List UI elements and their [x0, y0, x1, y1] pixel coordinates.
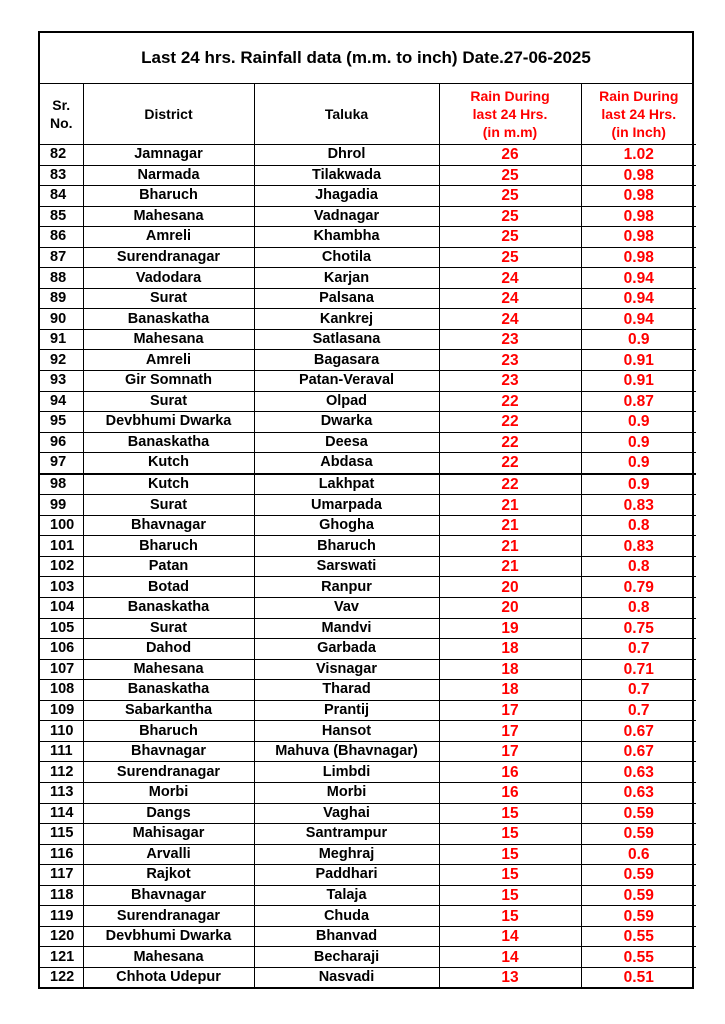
district-cell: Mahesana [83, 329, 254, 350]
sr-no-cell: 121 [40, 947, 83, 968]
district-cell: Kutch [83, 474, 254, 495]
taluka-cell: Vadnagar [254, 206, 439, 227]
rain-mm-cell: 24 [439, 268, 581, 289]
taluka-cell: Prantij [254, 700, 439, 721]
taluka-cell: Visnagar [254, 659, 439, 680]
rain-mm-cell: 15 [439, 803, 581, 824]
taluka-cell: Palsana [254, 288, 439, 309]
sr-no-cell: 89 [40, 288, 83, 309]
rain-mm-cell: 15 [439, 865, 581, 886]
rain-mm-cell: 13 [439, 967, 581, 987]
table-row [40, 762, 696, 783]
header-rain-inch-line1: Rain During [599, 88, 679, 104]
rain-inch-cell: 0.63 [581, 762, 696, 783]
district-cell: Patan [83, 556, 254, 577]
sr-no-cell: 84 [40, 186, 83, 207]
header-district: District [83, 84, 254, 145]
taluka-cell: Mahuva (Bhavnagar) [254, 741, 439, 762]
table-row [40, 803, 696, 824]
taluka-cell: Meghraj [254, 844, 439, 865]
taluka-cell: Mandvi [254, 618, 439, 639]
taluka-cell: Vaghai [254, 803, 439, 824]
district-cell: Bhavnagar [83, 741, 254, 762]
sr-no-cell: 101 [40, 536, 83, 557]
taluka-cell: Morbi [254, 782, 439, 803]
rain-mm-cell: 22 [439, 474, 581, 495]
sr-no-cell: 107 [40, 659, 83, 680]
rain-mm-cell: 23 [439, 371, 581, 392]
taluka-cell: Hansot [254, 721, 439, 742]
table-row [40, 495, 696, 516]
rainfall-report-sheet [38, 31, 694, 989]
rain-inch-cell: 0.9 [581, 453, 696, 474]
district-cell: Sabarkantha [83, 700, 254, 721]
district-cell: Vadodara [83, 268, 254, 289]
district-cell: Banaskatha [83, 432, 254, 453]
table-row [40, 906, 696, 927]
table-row [40, 741, 696, 762]
district-cell: Bharuch [83, 186, 254, 207]
table-row [40, 721, 696, 742]
table-row [40, 885, 696, 906]
rain-inch-cell: 0.6 [581, 844, 696, 865]
header-rain-mm-line1: Rain During [470, 88, 550, 104]
taluka-cell: Bhanvad [254, 926, 439, 947]
district-cell: Arvalli [83, 844, 254, 865]
rain-inch-cell: 1.02 [581, 145, 696, 166]
table-row [40, 824, 696, 845]
taluka-cell: Abdasa [254, 453, 439, 474]
taluka-cell: Garbada [254, 639, 439, 660]
header-taluka: Taluka [254, 84, 439, 145]
rainfall-table [40, 84, 696, 987]
sr-no-cell: 96 [40, 432, 83, 453]
table-row [40, 412, 696, 433]
taluka-cell: Olpad [254, 391, 439, 412]
taluka-cell: Talaja [254, 885, 439, 906]
rain-inch-cell: 0.91 [581, 371, 696, 392]
sr-no-cell: 85 [40, 206, 83, 227]
district-cell: Jamnagar [83, 145, 254, 166]
rain-inch-cell: 0.98 [581, 227, 696, 248]
rain-mm-cell: 21 [439, 495, 581, 516]
rain-mm-cell: 26 [439, 145, 581, 166]
district-cell: Narmada [83, 165, 254, 186]
header-rain-inch-line2: last 24 Hrs. [601, 106, 677, 122]
table-row [40, 329, 696, 350]
rain-inch-cell: 0.91 [581, 350, 696, 371]
taluka-cell: Limbdi [254, 762, 439, 783]
header-rain-mm-line3: (in m.m) [482, 124, 538, 140]
rain-inch-cell: 0.8 [581, 556, 696, 577]
taluka-cell: Nasvadi [254, 967, 439, 987]
sr-no-cell: 102 [40, 556, 83, 577]
rain-mm-cell: 16 [439, 762, 581, 783]
rain-inch-cell: 0.79 [581, 577, 696, 598]
rain-mm-cell: 14 [439, 926, 581, 947]
sr-no-cell: 83 [40, 165, 83, 186]
rain-mm-cell: 19 [439, 618, 581, 639]
sr-no-cell: 114 [40, 803, 83, 824]
taluka-cell: Ghogha [254, 515, 439, 536]
sr-no-cell: 122 [40, 967, 83, 987]
table-row [40, 227, 696, 248]
district-cell: Chhota Udepur [83, 967, 254, 987]
taluka-cell: Jhagadia [254, 186, 439, 207]
table-row [40, 700, 696, 721]
taluka-cell: Dwarka [254, 412, 439, 433]
header-rain-mm-line2: last 24 Hrs. [472, 106, 548, 122]
rain-mm-cell: 24 [439, 309, 581, 330]
rain-inch-cell: 0.55 [581, 926, 696, 947]
rain-mm-cell: 25 [439, 227, 581, 248]
sr-no-cell: 118 [40, 885, 83, 906]
rain-mm-cell: 23 [439, 329, 581, 350]
district-cell: Bharuch [83, 721, 254, 742]
table-row [40, 453, 696, 474]
sr-no-cell: 86 [40, 227, 83, 248]
sr-no-cell: 108 [40, 680, 83, 701]
table-row [40, 474, 696, 495]
rain-mm-cell: 24 [439, 288, 581, 309]
taluka-cell: Tilakwada [254, 165, 439, 186]
taluka-cell: Vav [254, 598, 439, 619]
rain-mm-cell: 20 [439, 577, 581, 598]
rain-mm-cell: 20 [439, 598, 581, 619]
rain-inch-cell: 0.59 [581, 865, 696, 886]
district-cell: Botad [83, 577, 254, 598]
rain-mm-cell: 21 [439, 556, 581, 577]
rain-inch-cell: 0.59 [581, 906, 696, 927]
taluka-cell: Dhrol [254, 145, 439, 166]
sr-no-cell: 91 [40, 329, 83, 350]
district-cell: Bhavnagar [83, 885, 254, 906]
taluka-cell: Sarswati [254, 556, 439, 577]
sr-no-cell: 112 [40, 762, 83, 783]
report-title: Last 24 hrs. Rainfall data (m.m. to inch) Date.27-06-2025 [40, 33, 692, 84]
district-cell: Surat [83, 495, 254, 516]
sr-no-cell: 116 [40, 844, 83, 865]
sr-no-cell: 106 [40, 639, 83, 660]
taluka-cell: Chotila [254, 247, 439, 268]
table-row [40, 782, 696, 803]
table-row [40, 515, 696, 536]
district-cell: Surat [83, 618, 254, 639]
table-row [40, 309, 696, 330]
rain-inch-cell: 0.75 [581, 618, 696, 639]
table-row [40, 391, 696, 412]
district-cell: Bhavnagar [83, 515, 254, 536]
sr-no-cell: 87 [40, 247, 83, 268]
rain-mm-cell: 21 [439, 536, 581, 557]
rain-mm-cell: 18 [439, 639, 581, 660]
sr-no-cell: 82 [40, 145, 83, 166]
table-row [40, 536, 696, 557]
sr-no-cell: 97 [40, 453, 83, 474]
rain-mm-cell: 18 [439, 680, 581, 701]
sr-no-cell: 88 [40, 268, 83, 289]
sr-no-cell: 103 [40, 577, 83, 598]
rain-inch-cell: 0.67 [581, 721, 696, 742]
taluka-cell: Satlasana [254, 329, 439, 350]
sr-no-cell: 111 [40, 741, 83, 762]
district-cell: Kutch [83, 453, 254, 474]
rain-mm-cell: 25 [439, 165, 581, 186]
rain-mm-cell: 25 [439, 247, 581, 268]
rain-mm-cell: 22 [439, 391, 581, 412]
rain-mm-cell: 22 [439, 432, 581, 453]
rain-inch-cell: 0.83 [581, 536, 696, 557]
sr-no-cell: 105 [40, 618, 83, 639]
table-row [40, 865, 696, 886]
sr-no-cell: 109 [40, 700, 83, 721]
table-header-row [40, 84, 696, 145]
table-row [40, 556, 696, 577]
rain-mm-cell: 17 [439, 700, 581, 721]
taluka-cell: Karjan [254, 268, 439, 289]
header-sr-no [40, 84, 83, 145]
rain-mm-cell: 15 [439, 824, 581, 845]
table-row [40, 145, 696, 166]
district-cell: Mahesana [83, 659, 254, 680]
table-row [40, 288, 696, 309]
district-cell: Dahod [83, 639, 254, 660]
taluka-cell: Tharad [254, 680, 439, 701]
district-cell: Banaskatha [83, 680, 254, 701]
taluka-cell: Ranpur [254, 577, 439, 598]
sr-no-cell: 98 [40, 474, 83, 495]
rain-mm-cell: 22 [439, 453, 581, 474]
district-cell: Dangs [83, 803, 254, 824]
rain-inch-cell: 0.55 [581, 947, 696, 968]
district-cell: Surendranagar [83, 247, 254, 268]
sr-no-cell: 90 [40, 309, 83, 330]
taluka-cell: Paddhari [254, 865, 439, 886]
table-row [40, 639, 696, 660]
sr-no-cell: 94 [40, 391, 83, 412]
district-cell: Morbi [83, 782, 254, 803]
rain-mm-cell: 15 [439, 885, 581, 906]
rain-inch-cell: 0.8 [581, 598, 696, 619]
sr-no-cell: 115 [40, 824, 83, 845]
rain-inch-cell: 0.9 [581, 432, 696, 453]
table-row [40, 577, 696, 598]
rain-mm-cell: 23 [439, 350, 581, 371]
district-cell: Banaskatha [83, 309, 254, 330]
table-row [40, 844, 696, 865]
rain-inch-cell: 0.7 [581, 680, 696, 701]
taluka-cell: Bharuch [254, 536, 439, 557]
taluka-cell: Santrampur [254, 824, 439, 845]
table-row [40, 926, 696, 947]
district-cell: Devbhumi Dwarka [83, 412, 254, 433]
header-sr-line2: No. [49, 115, 73, 131]
rain-inch-cell: 0.94 [581, 268, 696, 289]
table-row [40, 598, 696, 619]
sr-no-cell: 113 [40, 782, 83, 803]
rain-inch-cell: 0.87 [581, 391, 696, 412]
sr-no-cell: 92 [40, 350, 83, 371]
taluka-cell: Kankrej [254, 309, 439, 330]
taluka-cell: Khambha [254, 227, 439, 248]
rain-mm-cell: 15 [439, 906, 581, 927]
district-cell: Surendranagar [83, 762, 254, 783]
table-row [40, 186, 696, 207]
table-row [40, 659, 696, 680]
taluka-cell: Becharaji [254, 947, 439, 968]
rain-inch-cell: 0.9 [581, 474, 696, 495]
district-cell: Gir Somnath [83, 371, 254, 392]
rain-mm-cell: 25 [439, 206, 581, 227]
table-row [40, 432, 696, 453]
rain-inch-cell: 0.98 [581, 206, 696, 227]
district-cell: Surat [83, 391, 254, 412]
rain-mm-cell: 14 [439, 947, 581, 968]
header-rain-inch [581, 84, 696, 145]
sr-no-cell: 100 [40, 515, 83, 536]
rain-inch-cell: 0.7 [581, 639, 696, 660]
rain-inch-cell: 0.63 [581, 782, 696, 803]
table-row [40, 350, 696, 371]
rain-mm-cell: 16 [439, 782, 581, 803]
district-cell: Bharuch [83, 536, 254, 557]
district-cell: Mahesana [83, 947, 254, 968]
sr-no-cell: 95 [40, 412, 83, 433]
rain-mm-cell: 15 [439, 844, 581, 865]
district-cell: Surendranagar [83, 906, 254, 927]
district-cell: Devbhumi Dwarka [83, 926, 254, 947]
table-row [40, 247, 696, 268]
district-cell: Amreli [83, 350, 254, 371]
rain-inch-cell: 0.59 [581, 803, 696, 824]
rain-mm-cell: 25 [439, 186, 581, 207]
sr-no-cell: 104 [40, 598, 83, 619]
rain-mm-cell: 18 [439, 659, 581, 680]
district-cell: Amreli [83, 227, 254, 248]
rain-inch-cell: 0.59 [581, 885, 696, 906]
rain-inch-cell: 0.83 [581, 495, 696, 516]
sr-no-cell: 93 [40, 371, 83, 392]
rain-inch-cell: 0.98 [581, 165, 696, 186]
table-row [40, 967, 696, 987]
district-cell: Banaskatha [83, 598, 254, 619]
taluka-cell: Chuda [254, 906, 439, 927]
rain-mm-cell: 21 [439, 515, 581, 536]
rain-inch-cell: 0.51 [581, 967, 696, 987]
header-sr-line1: Sr. [52, 97, 71, 113]
taluka-cell: Umarpada [254, 495, 439, 516]
rain-inch-cell: 0.98 [581, 247, 696, 268]
header-rain-mm [439, 84, 581, 145]
sr-no-cell: 117 [40, 865, 83, 886]
table-row [40, 268, 696, 289]
district-cell: Rajkot [83, 865, 254, 886]
rain-inch-cell: 0.7 [581, 700, 696, 721]
table-row [40, 206, 696, 227]
district-cell: Surat [83, 288, 254, 309]
rain-inch-cell: 0.59 [581, 824, 696, 845]
taluka-cell: Deesa [254, 432, 439, 453]
table-row [40, 618, 696, 639]
rain-mm-cell: 17 [439, 741, 581, 762]
header-rain-inch-line3: (in Inch) [611, 124, 666, 140]
rain-inch-cell: 0.94 [581, 309, 696, 330]
table-row [40, 165, 696, 186]
district-cell: Mahisagar [83, 824, 254, 845]
rain-inch-cell: 0.67 [581, 741, 696, 762]
sr-no-cell: 110 [40, 721, 83, 742]
rain-mm-cell: 22 [439, 412, 581, 433]
rain-mm-cell: 17 [439, 721, 581, 742]
sr-no-cell: 119 [40, 906, 83, 927]
table-row [40, 680, 696, 701]
table-body [40, 145, 696, 988]
district-cell: Mahesana [83, 206, 254, 227]
rain-inch-cell: 0.9 [581, 329, 696, 350]
table-row [40, 371, 696, 392]
rain-inch-cell: 0.9 [581, 412, 696, 433]
sr-no-cell: 99 [40, 495, 83, 516]
rain-inch-cell: 0.71 [581, 659, 696, 680]
taluka-cell: Lakhpat [254, 474, 439, 495]
rain-inch-cell: 0.98 [581, 186, 696, 207]
taluka-cell: Patan-Veraval [254, 371, 439, 392]
table-row [40, 947, 696, 968]
rain-inch-cell: 0.8 [581, 515, 696, 536]
taluka-cell: Bagasara [254, 350, 439, 371]
sr-no-cell: 120 [40, 926, 83, 947]
rain-inch-cell: 0.94 [581, 288, 696, 309]
